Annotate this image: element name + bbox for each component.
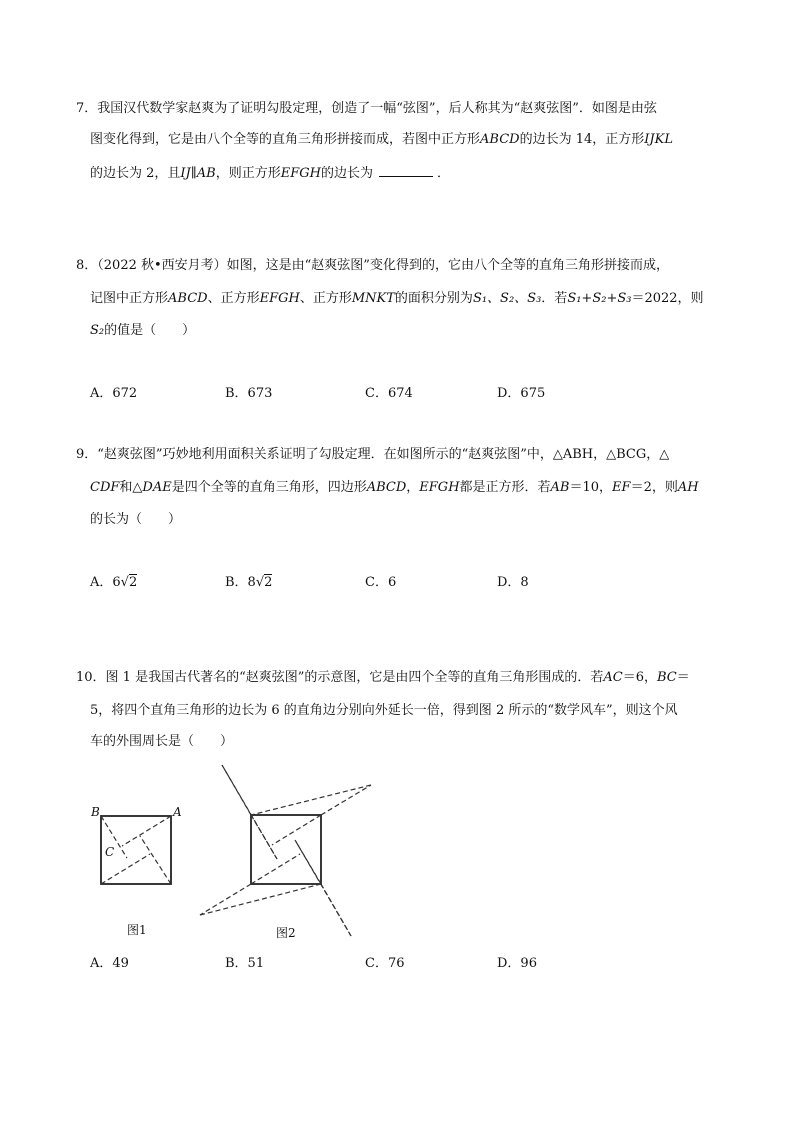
q9-line1: 9．“赵爽弦图”巧妙地利用面积关系证明了勾股定理．在如图所示的“赵爽弦图”中，△ABH，△BCG，△ [76, 447, 670, 462]
q7-line2: 图变化得到，它是由八个全等的直角三角形拼接而成，若图中正方形ABCD的边长为 14，正方形IJKL [90, 132, 673, 147]
q9-line2: CDF和△DAE是四个全等的直角三角形，四边形ABCD，EFGH都是正方形．若AB＝10，EF＝2，则AH [90, 480, 699, 495]
figure-2-caption: 图2 [276, 926, 296, 940]
q10-option-d[interactable]: D．96 [497, 956, 537, 971]
sqrt-symbol: √2 [255, 575, 273, 590]
q9-option-d[interactable]: D．8 [497, 575, 529, 590]
point-b-label: B [91, 805, 100, 819]
q8-option-a[interactable]: A．672 [90, 386, 138, 401]
q10-line1: 10．图 1 是我国古代著名的“赵爽弦图”的示意图，它是由四个全等的直角三角形围成的．若AC＝6，BC＝ [76, 670, 690, 685]
q9-option-a[interactable]: A．6√2 [90, 575, 138, 590]
q9-option-c[interactable]: C．6 [365, 575, 397, 590]
q8-option-b[interactable]: B．673 [225, 386, 273, 401]
answer-blank[interactable] [379, 164, 433, 177]
q8-line3: S₂的值是（ ） [90, 323, 196, 338]
q10-option-c[interactable]: C．76 [365, 956, 405, 971]
figure-2-math-windmill [195, 760, 380, 940]
q10-option-b[interactable]: B．51 [225, 956, 265, 971]
sqrt-symbol: √2 [120, 575, 138, 590]
point-a-label: A [173, 805, 182, 819]
q7-line1: 7．我国汉代数学家赵爽为了证明勾股定理，创造了一幅“弦图”，后人称其为“赵爽弦图”．如图是由弦 [76, 101, 657, 116]
point-c-label: C [105, 845, 115, 859]
q10-line2: 5，将四个直角三角形的边长为 6 的直角边分别向外延长一倍，得到图 2 所示的“数学风车”，则这个风 [90, 703, 678, 718]
q10-line3: 车的外围周长是（ ） [90, 734, 234, 749]
q9-option-b[interactable]: B．8√2 [225, 575, 273, 590]
q8-line1: 8．（2022 秋•西安月考）如图，这是由“赵爽弦图”变化得到的，它由八个全等的直角三角形拼接而成， [76, 258, 669, 273]
figure-1-caption: 图1 [127, 923, 147, 937]
q10-option-a[interactable]: A．49 [90, 956, 129, 971]
q7-line3: 的边长为 2，且IJ∥AB，则正方形EFGH的边长为 ． [90, 166, 450, 181]
q8-option-d[interactable]: D．675 [497, 386, 546, 401]
q8-line2: 记图中正方形ABCD、正方形EFGH、正方形MNKT的面积分别为S₁、S₂、S₃．若S₁+S₂+S₃＝2022，则 [90, 291, 704, 306]
q9-line3: 的长为（ ） [90, 512, 182, 527]
q8-option-c[interactable]: C．674 [365, 386, 413, 401]
